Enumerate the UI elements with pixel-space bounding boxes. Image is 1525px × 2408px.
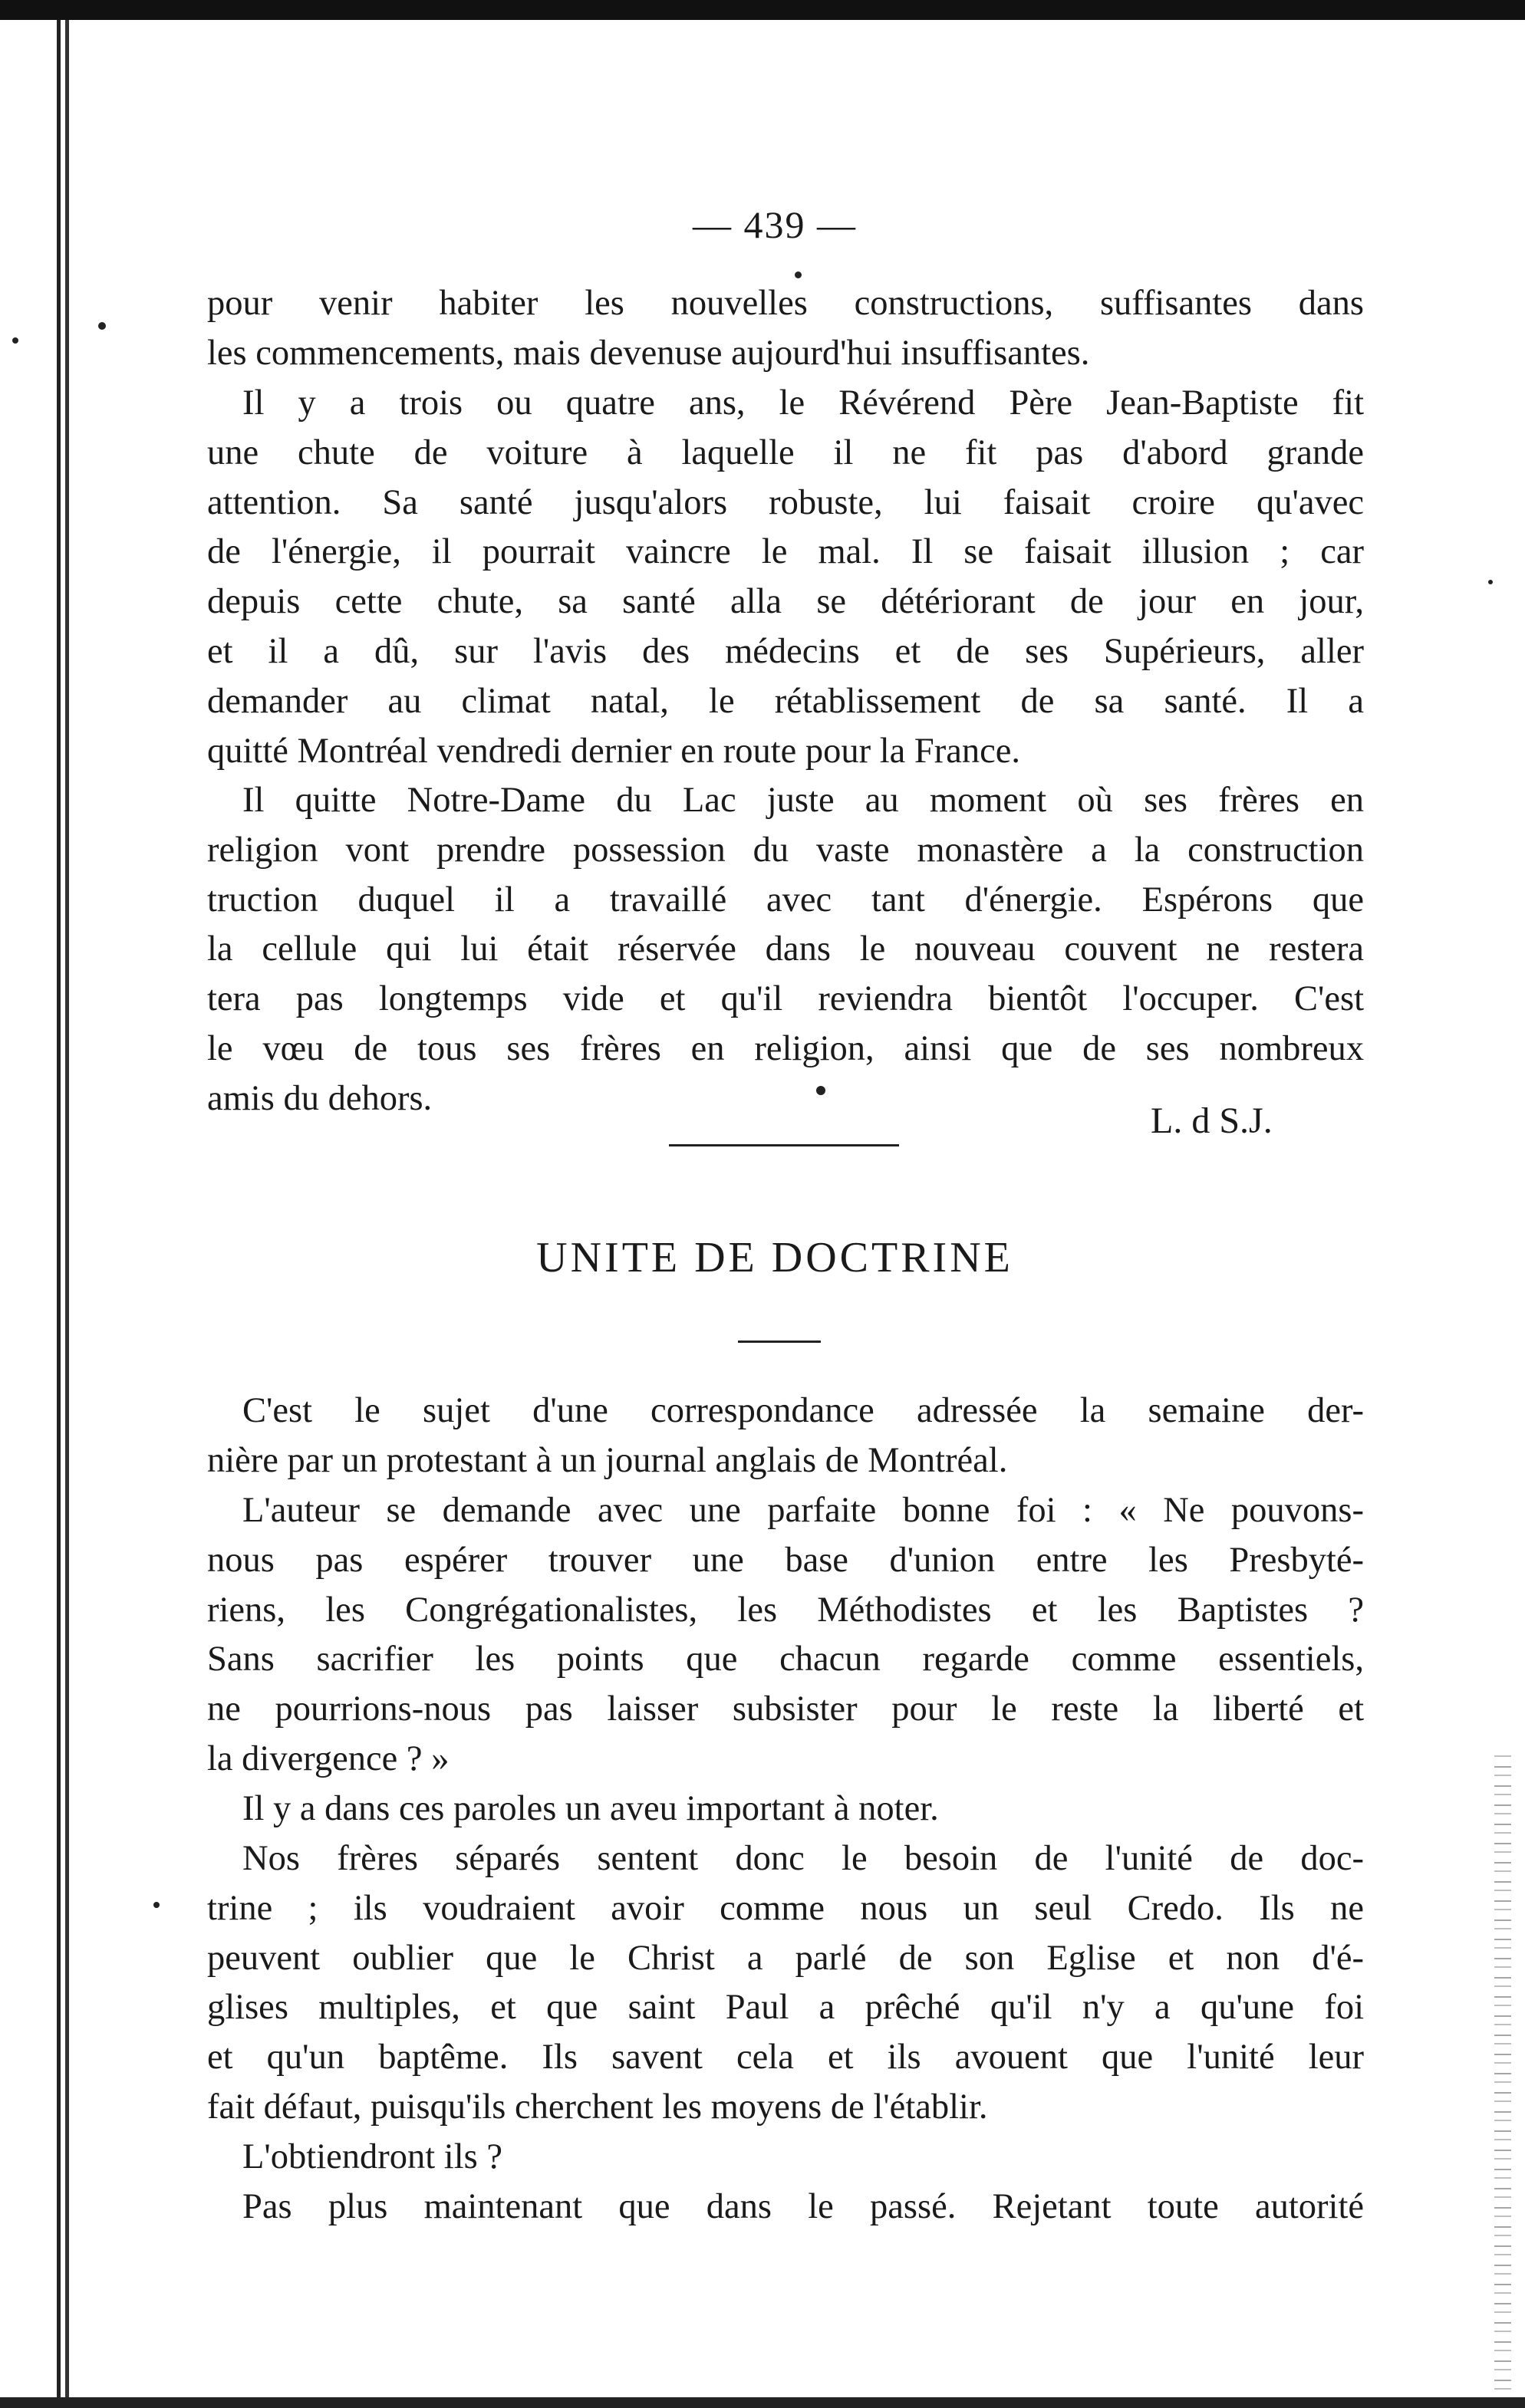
text-line: la cellule qui lui était réservée dans le nouveau couvent ne restera — [207, 929, 1364, 969]
paragraph-correspondence — [207, 1387, 1364, 1486]
text-line: Il y a trois ou quatre ans, le Révérend Père Jean-Baptiste fit — [242, 383, 1364, 423]
scan-speck — [12, 337, 18, 344]
text-line: la divergence ? » — [207, 1739, 450, 1778]
text-line: depuis cette chute, sa santé alla se détériorant de jour en jour, — [207, 582, 1364, 622]
scan-bottom-border — [0, 2397, 1525, 2408]
text-line: et qu'un baptême. Ils savent cela et ils avouent que l'unité leur — [207, 2038, 1364, 2077]
page-number: — 439 — — [693, 203, 857, 246]
text-line: C'est le sujet d'une correspondance adressée la semaine der- — [242, 1391, 1364, 1430]
author-signature: L. d S.J. — [1151, 1100, 1273, 1141]
section-heading: UNITE DE DOCTRINE — [536, 1234, 1013, 1281]
paragraph-aveu — [207, 1785, 1364, 1834]
text-line: religion vont prendre possession du vaste monastère a la construction — [207, 830, 1364, 870]
scan-speck — [98, 322, 106, 330]
text-line: pour venir habiter les nouvelles constructions, suffisantes dans — [207, 284, 1364, 323]
scan-speck — [153, 1902, 160, 1908]
text-line: les commencements, mais devenuse aujourd'hui insuffisantes. — [207, 333, 1090, 373]
scan-left-binding-edge — [57, 20, 71, 2408]
text-line: nière par un protestant à un journal anglais de Montréal. — [207, 1440, 1008, 1480]
paragraph-freres-separes — [207, 1834, 1364, 2133]
scan-right-edge-noise — [1494, 1748, 1511, 2393]
text-line: truction duquel il a travaillé avec tant d'énergie. Espérons que — [207, 880, 1364, 919]
text-line: peuvent oublier que le Christ a parlé de son Eglise et non d'é- — [207, 1938, 1364, 1978]
paragraph-question — [207, 2133, 1364, 2183]
text-line: demander au climat natal, le rétablissement de sa santé. Il a — [207, 681, 1364, 721]
text-line: L'auteur se demande avec une parfaite bonne foi : « Ne pouvons- — [242, 1491, 1364, 1530]
text-line: L'obtiendront ils ? — [242, 2137, 502, 2176]
scan-speck — [795, 271, 802, 278]
paragraph-notre-dame-du-lac — [207, 776, 1364, 1124]
paragraph-quotation — [207, 1486, 1364, 1785]
paragraph-father-jean-baptiste — [207, 379, 1364, 776]
text-line: Sans sacrifier les points que chacun regarde comme essentiels, — [207, 1640, 1364, 1679]
text-line: le vœu de tous ses frères en religion, ainsi que de ses nombreux — [207, 1028, 1364, 1068]
text-line: et il a dû, sur l'avis des médecins et de ses Supérieurs, aller — [207, 631, 1364, 671]
text-line: attention. Sa santé jusqu'alors robuste, lui faisait croire qu'avec — [207, 482, 1364, 522]
section-divider — [669, 1144, 899, 1146]
text-line: une chute de voiture à laquelle il ne fit pas d'abord grande — [207, 433, 1364, 472]
text-line: tera pas longtemps vide et qu'il reviendra bientôt l'occuper. C'est — [207, 979, 1364, 1019]
text-line: Pas plus maintenant que dans le passé. Rejetant toute autorité — [242, 2187, 1364, 2226]
text-line: riens, les Congrégationalistes, les Méthodistes et les Baptistes ? — [207, 1590, 1364, 1630]
text-line: fait défaut, puisqu'ils cherchent les moyens de l'établir. — [207, 2087, 988, 2127]
text-line: glises multiples, et que saint Paul a prêché qu'il n'y a qu'une foi — [207, 1988, 1364, 2028]
text-line: nous pas espérer trouver une base d'union entre les Presbyté- — [207, 1540, 1364, 1580]
paragraph-continuation — [207, 279, 1364, 379]
text-line: de l'énergie, il pourrait vaincre le mal. Il se faisait illusion ; car — [207, 532, 1364, 572]
text-line: Il y a dans ces paroles un aveu important à noter. — [242, 1789, 939, 1828]
text-line: ne pourrions-nous pas laisser subsister pour le reste la liberté et — [207, 1689, 1364, 1729]
paragraph-final — [207, 2183, 1364, 2232]
heading-underline — [738, 1341, 821, 1343]
text-line: trine ; ils voudraient avoir comme nous un seul Credo. Ils ne — [207, 1888, 1364, 1928]
text-line: Il quitte Notre-Dame du Lac juste au moment où ses frères en — [242, 781, 1364, 820]
scan-top-border — [0, 0, 1525, 20]
text-line: quitté Montréal vendredi dernier en route pour la France. — [207, 731, 1021, 771]
text-line: amis du dehors. — [207, 1078, 433, 1118]
text-line: Nos frères séparés sentent donc le besoin de l'unité de doc- — [242, 1839, 1364, 1878]
scan-speck — [1488, 580, 1493, 584]
